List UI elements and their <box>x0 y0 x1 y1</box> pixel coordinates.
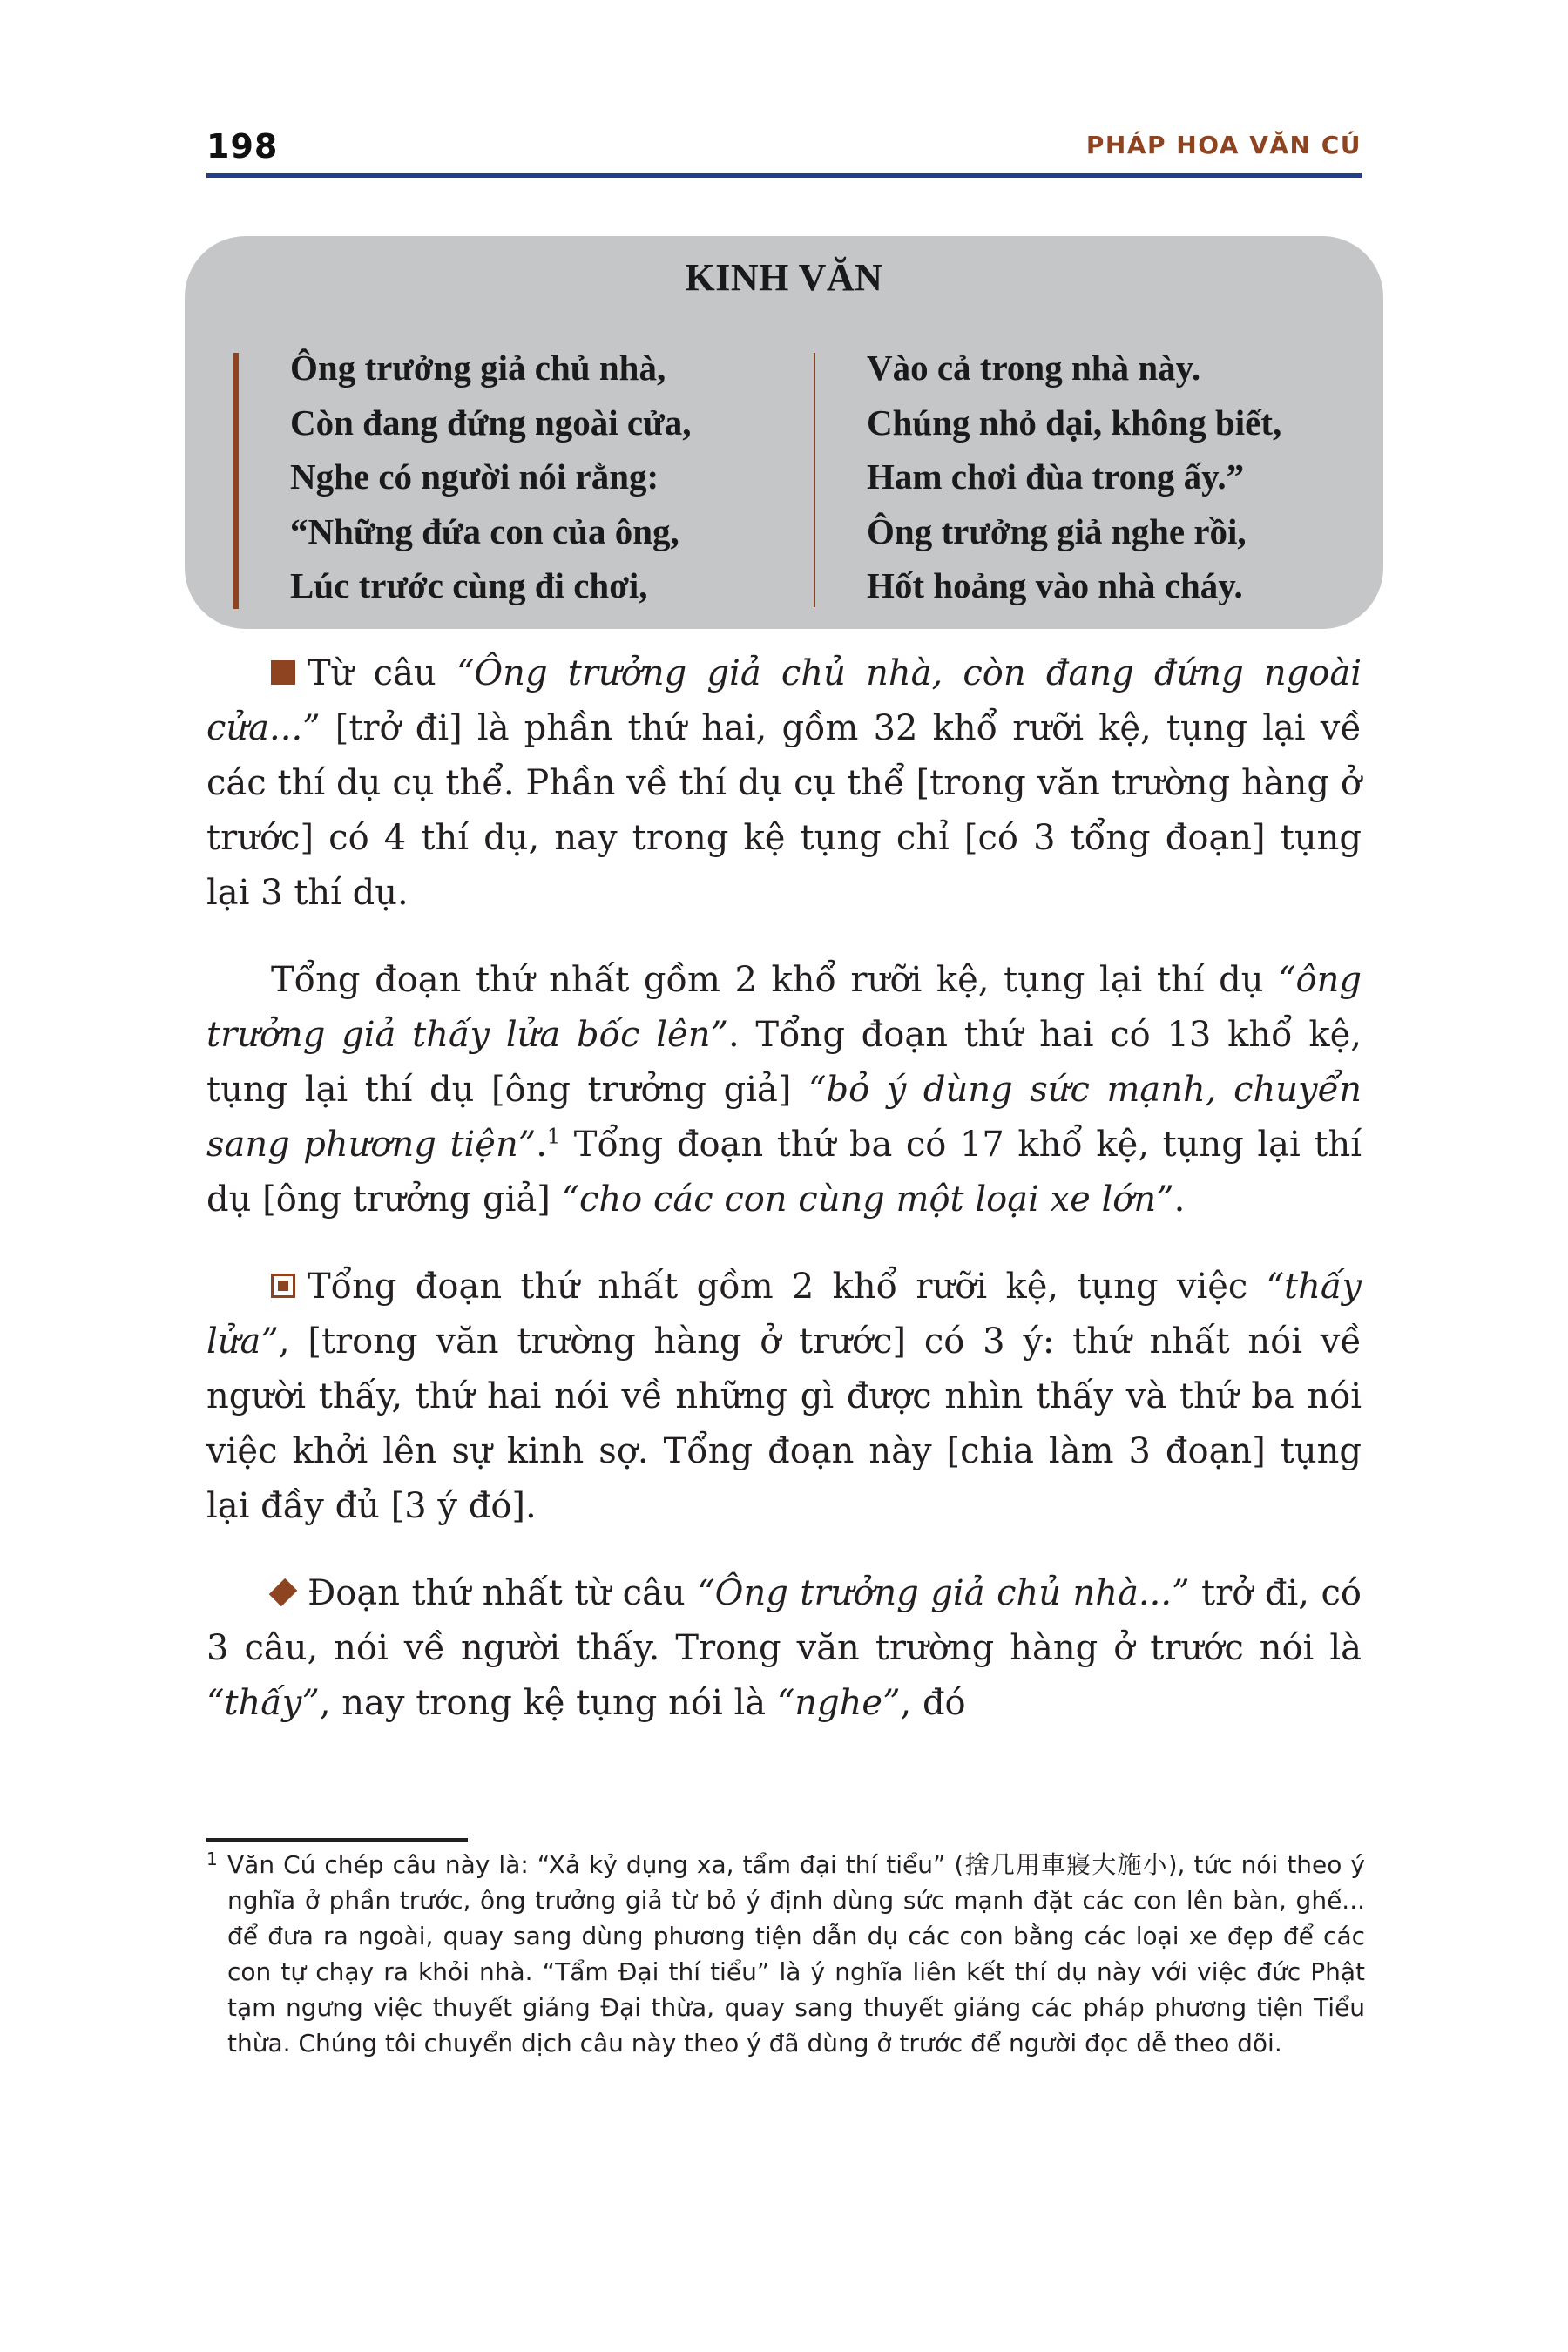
verse-line: Ông trưởng giả chủ nhà, <box>290 348 666 388</box>
text: Tổng đoạn thứ nhất gồm 2 khổ rưỡi kệ, tụng lại thí dụ <box>271 960 1279 1000</box>
text: Đoạn thứ nhất từ câu <box>308 1573 698 1613</box>
paragraph-1 <box>206 646 1362 921</box>
quote: “bỏ ý dùng sức mạnh, chuyển sang phương tiện” <box>206 1070 1362 1165</box>
footnote <box>206 1847 1365 2061</box>
kinh-van-title: KINH VĂN <box>685 256 883 299</box>
quote: “thấy” <box>206 1683 320 1723</box>
quote: “nghe” <box>776 1683 901 1723</box>
verse-line: Chúng nhỏ dại, không biết, <box>867 402 1282 443</box>
header-rule <box>206 173 1362 178</box>
text: Tổng đoạn thứ ba có 17 khổ kệ, tụng lại thí dụ [ông trưởng giả] <box>206 1125 1362 1220</box>
text: Từ câu <box>308 653 456 693</box>
text: . Tổng đoạn thứ hai có 13 khổ kệ, tụng lại thí dụ [ông trưởng giả] <box>206 1015 1362 1110</box>
verse-column-right <box>867 341 1281 613</box>
paragraph-4 <box>206 1566 1362 1731</box>
text: . <box>1173 1179 1186 1220</box>
quote: “cho các con cùng một loại xe lớn” <box>561 1179 1174 1220</box>
text: trở đi, có 3 câu, nói về người thấy. Trong văn trường hàng ở trước nói là <box>206 1573 1362 1668</box>
verse-line: Vào cả trong nhà này. <box>867 348 1201 388</box>
paragraph-3 <box>206 1260 1362 1534</box>
text: , [trong văn trường hàng ở trước] có 3 ý: thứ nhất nói về người thấy, thứ hai nói về những gì được nhìn thấy và thứ ba nói việc khởi lên sự kinh sợ. Tổng đoạn này [chia làm 3 đoạn] tụng lại đầy đủ [3 ý đó]. <box>206 1321 1362 1526</box>
verse-column-divider <box>814 353 815 607</box>
quote: “ông trưởng giả thấy lửa bốc lên” <box>206 960 1362 1055</box>
quote: “Ông trưởng giả chủ nhà, còn đang đứng ngoài cửa...” <box>206 653 1362 748</box>
square-bullet-icon <box>271 660 295 685</box>
text: , nay trong kệ tụng nói là <box>319 1683 777 1723</box>
diamond-bullet-icon <box>271 1580 295 1605</box>
footnote-mark: 1 <box>206 1848 218 1869</box>
text: , đó <box>900 1683 966 1723</box>
text: [trở đi] là phần thứ hai, gồm 32 khổ rưỡi kệ, tụng lại về các thí dụ cụ thể. Phần về thí dụ cụ thể [trong văn trường hàng ở trước] có 4 thí dụ, nay trong kệ tụng chỉ [có 3 tổng đoạn] tụng lại 3 thí dụ. <box>206 708 1362 913</box>
verse-column-left <box>290 341 691 613</box>
footnote-separator <box>206 1838 468 1842</box>
verse-line: Ham chơi đùa trong ấy.” <box>867 456 1245 497</box>
page-number: 198 <box>206 127 279 166</box>
verse-line: Ông trưởng giả nghe rồi, <box>867 510 1247 551</box>
quote: “Ông trưởng giả chủ nhà...” <box>697 1573 1190 1613</box>
kinh-van-box <box>185 236 1383 629</box>
boxed-square-bullet-icon <box>271 1274 295 1298</box>
text: Tổng đoạn thứ nhất gồm 2 khổ rưỡi kệ, tụng việc <box>308 1267 1267 1307</box>
footnote-text: Văn Cú chép câu này là: “Xả kỷ dụng xa, tẩm đại thí tiểu” (捨几用車寢大施小), tức nói theo ý nghĩa ở phần trước, ông trưởng giả từ bỏ ý định dùng sức mạnh đặt các con lên bàn, ghế... để đưa ra ngoài, quay sang dùng phương tiện dẫn dụ các con bằng các loại xe đẹp để các con tự chạy ra khỏi nhà. “Tẩm Đại thí tiểu” là ý nghĩa liên kết thí dụ này với việc đức Phật tạm ngưng việc thuyết giảng Đại thừa, quay sang thuyết giảng các pháp phương tiện Tiểu thừa. Chúng tôi chuyển dịch câu này theo ý đã dùng ở trước để người đọc dễ theo dõi. <box>227 1850 1365 2058</box>
paragraph-2 <box>206 953 1362 1227</box>
verse-line: Hốt hoảng vào nhà cháy. <box>867 565 1243 605</box>
running-title: PHÁP HOA VĂN CÚ <box>1085 131 1362 159</box>
verse-line: “Những đứa con của ông, <box>290 510 679 551</box>
verse-accent-bar <box>233 353 239 609</box>
verse-line: Còn đang đứng ngoài cửa, <box>290 402 692 443</box>
quote: “thấy lửa” <box>206 1267 1362 1362</box>
body-text <box>206 646 1362 1763</box>
text: . <box>536 1125 547 1165</box>
verse-line: Lúc trước cùng đi chơi, <box>290 565 648 605</box>
verse-line: Nghe có người nói rằng: <box>290 456 659 497</box>
footnote-reference[interactable]: 1 <box>546 1124 561 1149</box>
